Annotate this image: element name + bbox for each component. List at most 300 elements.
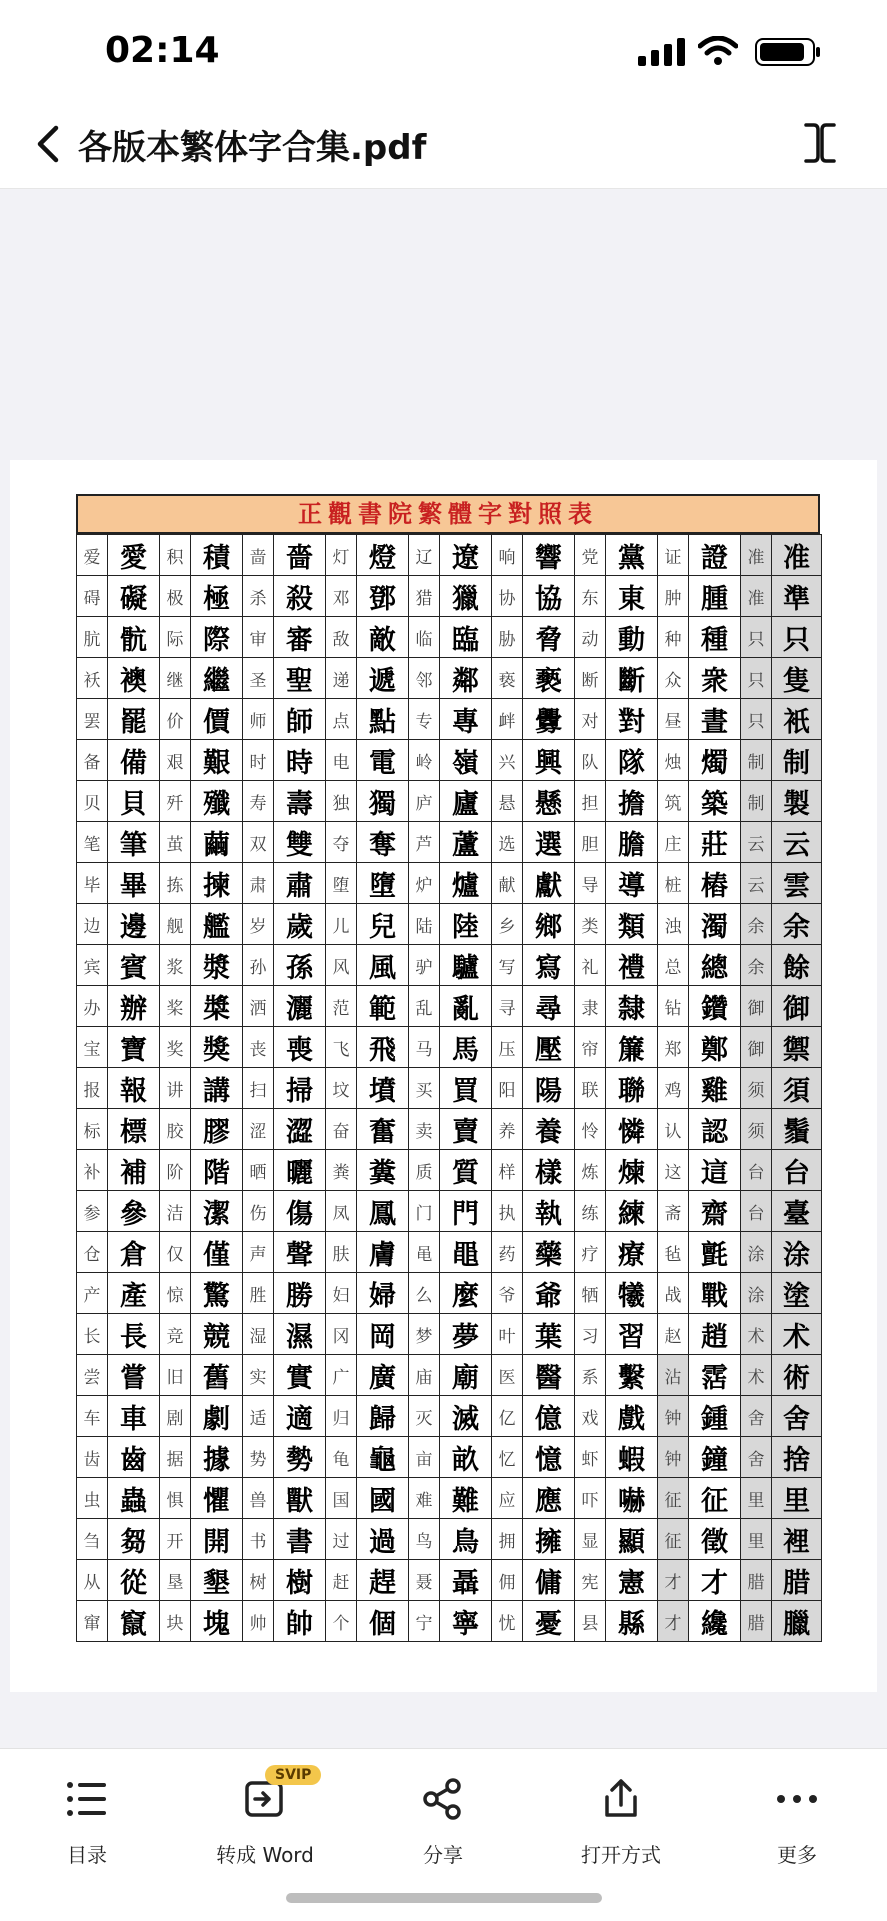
- open-with-button[interactable]: [546, 1749, 696, 1869]
- traditional-char-cell: 遼: [440, 535, 492, 576]
- traditional-char-cell: 揀: [191, 863, 243, 904]
- simplified-char-cell: 块: [160, 1601, 191, 1642]
- simplified-char-cell: 术: [741, 1355, 772, 1396]
- traditional-char-cell: 國: [357, 1478, 409, 1519]
- traditional-char-cell: 里: [772, 1478, 822, 1519]
- traditional-char-cell: 歲: [274, 904, 326, 945]
- simplified-char-cell: 显: [575, 1519, 606, 1560]
- traditional-char-cell: 動: [606, 617, 658, 658]
- traditional-char-cell: 濁: [689, 904, 741, 945]
- simplified-char-cell: 门: [409, 1191, 440, 1232]
- table-row: [77, 863, 822, 904]
- traditional-char-cell: 階: [191, 1150, 243, 1191]
- traditional-char-cell: 餘: [772, 945, 822, 986]
- table-title: 正觀書院繁體字對照表: [76, 494, 820, 534]
- simplified-char-cell: 养: [492, 1109, 523, 1150]
- character-grid: [76, 534, 822, 1642]
- traditional-char-cell: 爺: [523, 1273, 575, 1314]
- traditional-char-cell: 莊: [689, 822, 741, 863]
- traditional-char-cell: 積: [191, 535, 243, 576]
- traditional-char-cell: 療: [606, 1232, 658, 1273]
- simplified-char-cell: 师: [243, 699, 274, 740]
- traditional-char-cell: 總: [689, 945, 741, 986]
- simplified-char-cell: 夺: [326, 822, 357, 863]
- traditional-char-cell: 黽: [440, 1232, 492, 1273]
- simplified-char-cell: 佣: [492, 1560, 523, 1601]
- traditional-char-cell: 樹: [274, 1560, 326, 1601]
- traditional-char-cell: 憐: [606, 1109, 658, 1150]
- traditional-char-cell: 襖: [108, 658, 160, 699]
- simplified-char-cell: 兴: [492, 740, 523, 781]
- table-row: [77, 1314, 822, 1355]
- simplified-char-cell: 龟: [326, 1437, 357, 1478]
- traditional-char-cell: 只: [772, 617, 822, 658]
- simplified-char-cell: 阶: [160, 1150, 191, 1191]
- traditional-char-cell: 繭: [191, 822, 243, 863]
- traditional-char-cell: 礙: [108, 576, 160, 617]
- simplified-char-cell: 隶: [575, 986, 606, 1027]
- simplified-char-cell: 忆: [492, 1437, 523, 1478]
- simplified-char-cell: 齿: [77, 1437, 108, 1478]
- simplified-char-cell: 亵: [492, 658, 523, 699]
- traditional-char-cell: 個: [357, 1601, 409, 1642]
- simplified-char-cell: 惊: [160, 1273, 191, 1314]
- table-row: [77, 1273, 822, 1314]
- simplified-char-cell: 执: [492, 1191, 523, 1232]
- simplified-char-cell: 刍: [77, 1519, 108, 1560]
- simplified-char-cell: 办: [77, 986, 108, 1027]
- simplified-char-cell: 亿: [492, 1396, 523, 1437]
- traditional-char-cell: 畝: [440, 1437, 492, 1478]
- traditional-char-cell: 點: [357, 699, 409, 740]
- traditional-char-cell: 電: [357, 740, 409, 781]
- simplified-char-cell: 术: [741, 1314, 772, 1355]
- traditional-char-cell: 燭: [689, 740, 741, 781]
- traditional-char-cell: 這: [689, 1150, 741, 1191]
- simplified-char-cell: 众: [658, 658, 689, 699]
- traditional-char-cell: 掃: [274, 1068, 326, 1109]
- simplified-char-cell: 旧: [160, 1355, 191, 1396]
- table-row: [77, 945, 822, 986]
- simplified-char-cell: 粪: [326, 1150, 357, 1191]
- simplified-char-cell: 际: [160, 617, 191, 658]
- simplified-char-cell: 腊: [741, 1601, 772, 1642]
- simplified-char-cell: 舍: [741, 1437, 772, 1478]
- traditional-char-cell: 藥: [523, 1232, 575, 1273]
- simplified-char-cell: 桩: [658, 863, 689, 904]
- fit-width-icon[interactable]: [802, 122, 838, 164]
- simplified-char-cell: 须: [741, 1068, 772, 1109]
- traditional-char-cell: 捨: [772, 1437, 822, 1478]
- simplified-char-cell: 制: [741, 740, 772, 781]
- traditional-char-cell: 繼: [191, 658, 243, 699]
- simplified-char-cell: 牺: [575, 1273, 606, 1314]
- simplified-char-cell: 卖: [409, 1109, 440, 1150]
- traditional-char-cell: 寫: [523, 945, 575, 986]
- traditional-char-cell: 辦: [108, 986, 160, 1027]
- traditional-char-cell: 裡: [772, 1519, 822, 1560]
- more-label: 更多: [777, 1843, 817, 1867]
- simplified-char-cell: 袄: [77, 658, 108, 699]
- traditional-char-cell: 鳳: [357, 1191, 409, 1232]
- traditional-char-cell: 勢: [274, 1437, 326, 1478]
- character-table: [76, 494, 822, 1666]
- traditional-char-cell: 亂: [440, 986, 492, 1027]
- simplified-char-cell: 独: [326, 781, 357, 822]
- traditional-char-cell: 潔: [191, 1191, 243, 1232]
- simplified-char-cell: 戏: [575, 1396, 606, 1437]
- traditional-char-cell: 響: [523, 535, 575, 576]
- traditional-char-cell: 參: [108, 1191, 160, 1232]
- traditional-char-cell: 腫: [689, 576, 741, 617]
- traditional-char-cell: 廣: [357, 1355, 409, 1396]
- simplified-char-cell: 队: [575, 740, 606, 781]
- list-icon: [65, 1777, 109, 1821]
- simplified-char-cell: 艰: [160, 740, 191, 781]
- table-row: [77, 822, 822, 863]
- simplified-char-cell: 余: [741, 904, 772, 945]
- traditional-char-cell: 勝: [274, 1273, 326, 1314]
- simplified-char-cell: 标: [77, 1109, 108, 1150]
- toc-button[interactable]: [12, 1749, 162, 1869]
- simplified-char-cell: 歼: [160, 781, 191, 822]
- traditional-char-cell: 兒: [357, 904, 409, 945]
- simplified-char-cell: 系: [575, 1355, 606, 1396]
- simplified-char-cell: 党: [575, 535, 606, 576]
- table-row: [77, 1396, 822, 1437]
- simplified-char-cell: 价: [160, 699, 191, 740]
- simplified-char-cell: 敌: [326, 617, 357, 658]
- traditional-char-cell: 才: [689, 1560, 741, 1601]
- traditional-char-cell: 鄧: [357, 576, 409, 617]
- simplified-char-cell: 广: [326, 1355, 357, 1396]
- simplified-char-cell: 仅: [160, 1232, 191, 1273]
- simplified-char-cell: 舍: [741, 1396, 772, 1437]
- simplified-char-cell: 堕: [326, 863, 357, 904]
- traditional-char-cell: 雙: [274, 822, 326, 863]
- traditional-char-cell: 寶: [108, 1027, 160, 1068]
- convert-word-button[interactable]: [190, 1749, 340, 1869]
- traditional-char-cell: 腊: [772, 1560, 822, 1601]
- simplified-char-cell: 过: [326, 1519, 357, 1560]
- traditional-char-cell: 奮: [357, 1109, 409, 1150]
- table-row: [77, 658, 822, 699]
- simplified-char-cell: 碍: [77, 576, 108, 617]
- simplified-char-cell: 孙: [243, 945, 274, 986]
- simplified-char-cell: 帘: [575, 1027, 606, 1068]
- simplified-char-cell: 导: [575, 863, 606, 904]
- simplified-char-cell: 湿: [243, 1314, 274, 1355]
- simplified-char-cell: 势: [243, 1437, 274, 1478]
- traditional-char-cell: 憂: [523, 1601, 575, 1642]
- simplified-char-cell: 赵: [658, 1314, 689, 1355]
- simplified-char-cell: 时: [243, 740, 274, 781]
- simplified-char-cell: 邻: [409, 658, 440, 699]
- simplified-char-cell: 怜: [575, 1109, 606, 1150]
- traditional-char-cell: 練: [606, 1191, 658, 1232]
- traditional-char-cell: 審: [274, 617, 326, 658]
- traditional-char-cell: 顯: [606, 1519, 658, 1560]
- simplified-char-cell: 类: [575, 904, 606, 945]
- traditional-char-cell: 應: [523, 1478, 575, 1519]
- simplified-char-cell: 杀: [243, 576, 274, 617]
- traditional-char-cell: 適: [274, 1396, 326, 1437]
- simplified-char-cell: 昼: [658, 699, 689, 740]
- traditional-char-cell: 曬: [274, 1150, 326, 1191]
- simplified-char-cell: 浆: [160, 945, 191, 986]
- traditional-char-cell: 寧: [440, 1601, 492, 1642]
- traditional-char-cell: 膽: [606, 822, 658, 863]
- simplified-char-cell: 郑: [658, 1027, 689, 1068]
- traditional-char-cell: 驚: [191, 1273, 243, 1314]
- traditional-char-cell: 征: [689, 1478, 741, 1519]
- simplified-char-cell: 窜: [77, 1601, 108, 1642]
- table-row: [77, 781, 822, 822]
- traditional-char-cell: 准: [772, 535, 822, 576]
- traditional-char-cell: 飛: [357, 1027, 409, 1068]
- simplified-char-cell: 响: [492, 535, 523, 576]
- traditional-char-cell: 奪: [357, 822, 409, 863]
- traditional-char-cell: 筆: [108, 822, 160, 863]
- simplified-char-cell: 垦: [160, 1560, 191, 1601]
- traditional-char-cell: 認: [689, 1109, 741, 1150]
- traditional-char-cell: 涂: [772, 1232, 822, 1273]
- nav-bar: [0, 100, 887, 189]
- simplified-char-cell: 扫: [243, 1068, 274, 1109]
- simplified-char-cell: 悬: [492, 781, 523, 822]
- simplified-char-cell: 吓: [575, 1478, 606, 1519]
- traditional-char-cell: 廬: [440, 781, 492, 822]
- traditional-char-cell: 趙: [689, 1314, 741, 1355]
- simplified-char-cell: 适: [243, 1396, 274, 1437]
- simplified-char-cell: 认: [658, 1109, 689, 1150]
- traditional-char-cell: 禦: [772, 1027, 822, 1068]
- simplified-char-cell: 积: [160, 535, 191, 576]
- more-button[interactable]: [722, 1749, 872, 1869]
- traditional-char-cell: 殲: [191, 781, 243, 822]
- simplified-char-cell: 总: [658, 945, 689, 986]
- traditional-char-cell: 臺: [772, 1191, 822, 1232]
- share-button[interactable]: [368, 1749, 518, 1869]
- simplified-char-cell: 肮: [77, 617, 108, 658]
- traditional-char-cell: 樁: [689, 863, 741, 904]
- simplified-char-cell: 报: [77, 1068, 108, 1109]
- simplified-char-cell: 据: [160, 1437, 191, 1478]
- simplified-char-cell: 阳: [492, 1068, 523, 1109]
- simplified-char-cell: 电: [326, 740, 357, 781]
- simplified-char-cell: 爷: [492, 1273, 523, 1314]
- home-indicator: [286, 1893, 602, 1903]
- table-row: [77, 1601, 822, 1642]
- traditional-char-cell: 築: [689, 781, 741, 822]
- simplified-char-cell: 宁: [409, 1601, 440, 1642]
- traditional-char-cell: 墮: [357, 863, 409, 904]
- simplified-char-cell: 衅: [492, 699, 523, 740]
- traditional-char-cell: 術: [772, 1355, 822, 1396]
- traditional-char-cell: 衆: [689, 658, 741, 699]
- simplified-char-cell: 胜: [243, 1273, 274, 1314]
- simplified-char-cell: 疗: [575, 1232, 606, 1273]
- simplified-char-cell: 声: [243, 1232, 274, 1273]
- traditional-char-cell: 過: [357, 1519, 409, 1560]
- simplified-char-cell: 么: [409, 1273, 440, 1314]
- simplified-char-cell: 只: [741, 658, 772, 699]
- simplified-char-cell: 晒: [243, 1150, 274, 1191]
- simplified-char-cell: 只: [741, 617, 772, 658]
- simplified-char-cell: 种: [658, 617, 689, 658]
- traditional-char-cell: 禮: [606, 945, 658, 986]
- traditional-char-cell: 產: [108, 1273, 160, 1314]
- simplified-char-cell: 战: [658, 1273, 689, 1314]
- simplified-char-cell: 圣: [243, 658, 274, 699]
- simplified-char-cell: 鸡: [658, 1068, 689, 1109]
- traditional-char-cell: 劇: [191, 1396, 243, 1437]
- simplified-char-cell: 参: [77, 1191, 108, 1232]
- traditional-char-cell: 塊: [191, 1601, 243, 1642]
- toc-label: 目录: [67, 1843, 107, 1867]
- traditional-char-cell: 擔: [606, 781, 658, 822]
- traditional-char-cell: 岡: [357, 1314, 409, 1355]
- traditional-char-cell: 備: [108, 740, 160, 781]
- simplified-char-cell: 样: [492, 1150, 523, 1191]
- simplified-char-cell: 忧: [492, 1601, 523, 1642]
- simplified-char-cell: 丧: [243, 1027, 274, 1068]
- simplified-char-cell: 猎: [409, 576, 440, 617]
- traditional-char-cell: 遞: [357, 658, 409, 699]
- simplified-char-cell: 准: [741, 535, 772, 576]
- traditional-char-cell: 價: [191, 699, 243, 740]
- simplified-char-cell: 从: [77, 1560, 108, 1601]
- table-row: [77, 1478, 822, 1519]
- traditional-char-cell: 术: [772, 1314, 822, 1355]
- traditional-char-cell: 專: [440, 699, 492, 740]
- simplified-char-cell: 虫: [77, 1478, 108, 1519]
- traditional-char-cell: 孫: [274, 945, 326, 986]
- simplified-char-cell: 洒: [243, 986, 274, 1027]
- simplified-char-cell: 写: [492, 945, 523, 986]
- traditional-char-cell: 褻: [523, 658, 575, 699]
- traditional-char-cell: 嶺: [440, 740, 492, 781]
- traditional-char-cell: 舊: [191, 1355, 243, 1396]
- traditional-char-cell: 臘: [772, 1601, 822, 1642]
- traditional-char-cell: 脅: [523, 617, 575, 658]
- traditional-char-cell: 導: [606, 863, 658, 904]
- traditional-char-cell: 衹: [772, 699, 822, 740]
- traditional-char-cell: 敵: [357, 617, 409, 658]
- simplified-char-cell: 浊: [658, 904, 689, 945]
- traditional-char-cell: 趕: [357, 1560, 409, 1601]
- traditional-char-cell: 槳: [191, 986, 243, 1027]
- simplified-char-cell: 御: [741, 986, 772, 1027]
- simplified-char-cell: 沾: [658, 1355, 689, 1396]
- traditional-char-cell: 嘗: [108, 1355, 160, 1396]
- traditional-char-cell: 據: [191, 1437, 243, 1478]
- traditional-char-cell: 馬: [440, 1027, 492, 1068]
- upload-icon: [599, 1777, 643, 1821]
- traditional-char-cell: 徵: [689, 1519, 741, 1560]
- simplified-char-cell: 妇: [326, 1273, 357, 1314]
- simplified-char-cell: 礼: [575, 945, 606, 986]
- traditional-char-cell: 獵: [440, 576, 492, 617]
- traditional-char-cell: 尋: [523, 986, 575, 1027]
- traditional-char-cell: 習: [606, 1314, 658, 1355]
- traditional-char-cell: 從: [108, 1560, 160, 1601]
- table-row: [77, 740, 822, 781]
- simplified-char-cell: 虾: [575, 1437, 606, 1478]
- traditional-char-cell: 墾: [191, 1560, 243, 1601]
- traditional-char-cell: 難: [440, 1478, 492, 1519]
- traditional-char-cell: 戰: [689, 1273, 741, 1314]
- traditional-char-cell: 競: [191, 1314, 243, 1355]
- table-row: [77, 1109, 822, 1150]
- simplified-char-cell: 点: [326, 699, 357, 740]
- traditional-char-cell: 對: [606, 699, 658, 740]
- traditional-char-cell: 驢: [440, 945, 492, 986]
- simplified-char-cell: 习: [575, 1314, 606, 1355]
- simplified-char-cell: 双: [243, 822, 274, 863]
- table-row: [77, 1355, 822, 1396]
- traditional-char-cell: 廟: [440, 1355, 492, 1396]
- traditional-char-cell: 濕: [274, 1314, 326, 1355]
- simplified-char-cell: 里: [741, 1478, 772, 1519]
- traditional-char-cell: 氈: [689, 1232, 741, 1273]
- simplified-char-cell: 芦: [409, 822, 440, 863]
- simplified-char-cell: 补: [77, 1150, 108, 1191]
- simplified-char-cell: 断: [575, 658, 606, 699]
- traditional-char-cell: 獸: [274, 1478, 326, 1519]
- traditional-char-cell: 車: [108, 1396, 160, 1437]
- simplified-char-cell: 洁: [160, 1191, 191, 1232]
- traditional-char-cell: 婦: [357, 1273, 409, 1314]
- simplified-char-cell: 肃: [243, 863, 274, 904]
- simplified-char-cell: 贝: [77, 781, 108, 822]
- traditional-char-cell: 鐘: [689, 1437, 741, 1478]
- simplified-char-cell: 选: [492, 822, 523, 863]
- traditional-char-cell: 膠: [191, 1109, 243, 1150]
- traditional-char-cell: 懸: [523, 781, 575, 822]
- simplified-char-cell: 腊: [741, 1560, 772, 1601]
- traditional-char-cell: 獨: [357, 781, 409, 822]
- traditional-char-cell: 漿: [191, 945, 243, 986]
- simplified-char-cell: 买: [409, 1068, 440, 1109]
- simplified-char-cell: 赶: [326, 1560, 357, 1601]
- wifi-icon: [698, 36, 738, 66]
- back-chevron-icon[interactable]: [34, 124, 64, 164]
- simplified-char-cell: 征: [658, 1478, 689, 1519]
- traditional-char-cell: 芻: [108, 1519, 160, 1560]
- traditional-char-cell: 澀: [274, 1109, 326, 1150]
- simplified-char-cell: 罢: [77, 699, 108, 740]
- simplified-char-cell: 国: [326, 1478, 357, 1519]
- simplified-char-cell: 竞: [160, 1314, 191, 1355]
- simplified-char-cell: 灭: [409, 1396, 440, 1437]
- simplified-char-cell: 坟: [326, 1068, 357, 1109]
- traditional-char-cell: 極: [191, 576, 243, 617]
- traditional-char-cell: 講: [191, 1068, 243, 1109]
- table-row: [77, 576, 822, 617]
- traditional-char-cell: 嗇: [274, 535, 326, 576]
- simplified-char-cell: 钟: [658, 1437, 689, 1478]
- traditional-char-cell: 舍: [772, 1396, 822, 1437]
- traditional-char-cell: 燈: [357, 535, 409, 576]
- simplified-char-cell: 长: [77, 1314, 108, 1355]
- traditional-char-cell: 選: [523, 822, 575, 863]
- simplified-char-cell: 拥: [492, 1519, 523, 1560]
- traditional-char-cell: 陸: [440, 904, 492, 945]
- share-label: 分享: [423, 1843, 463, 1867]
- simplified-char-cell: 寻: [492, 986, 523, 1027]
- simplified-char-cell: 云: [741, 822, 772, 863]
